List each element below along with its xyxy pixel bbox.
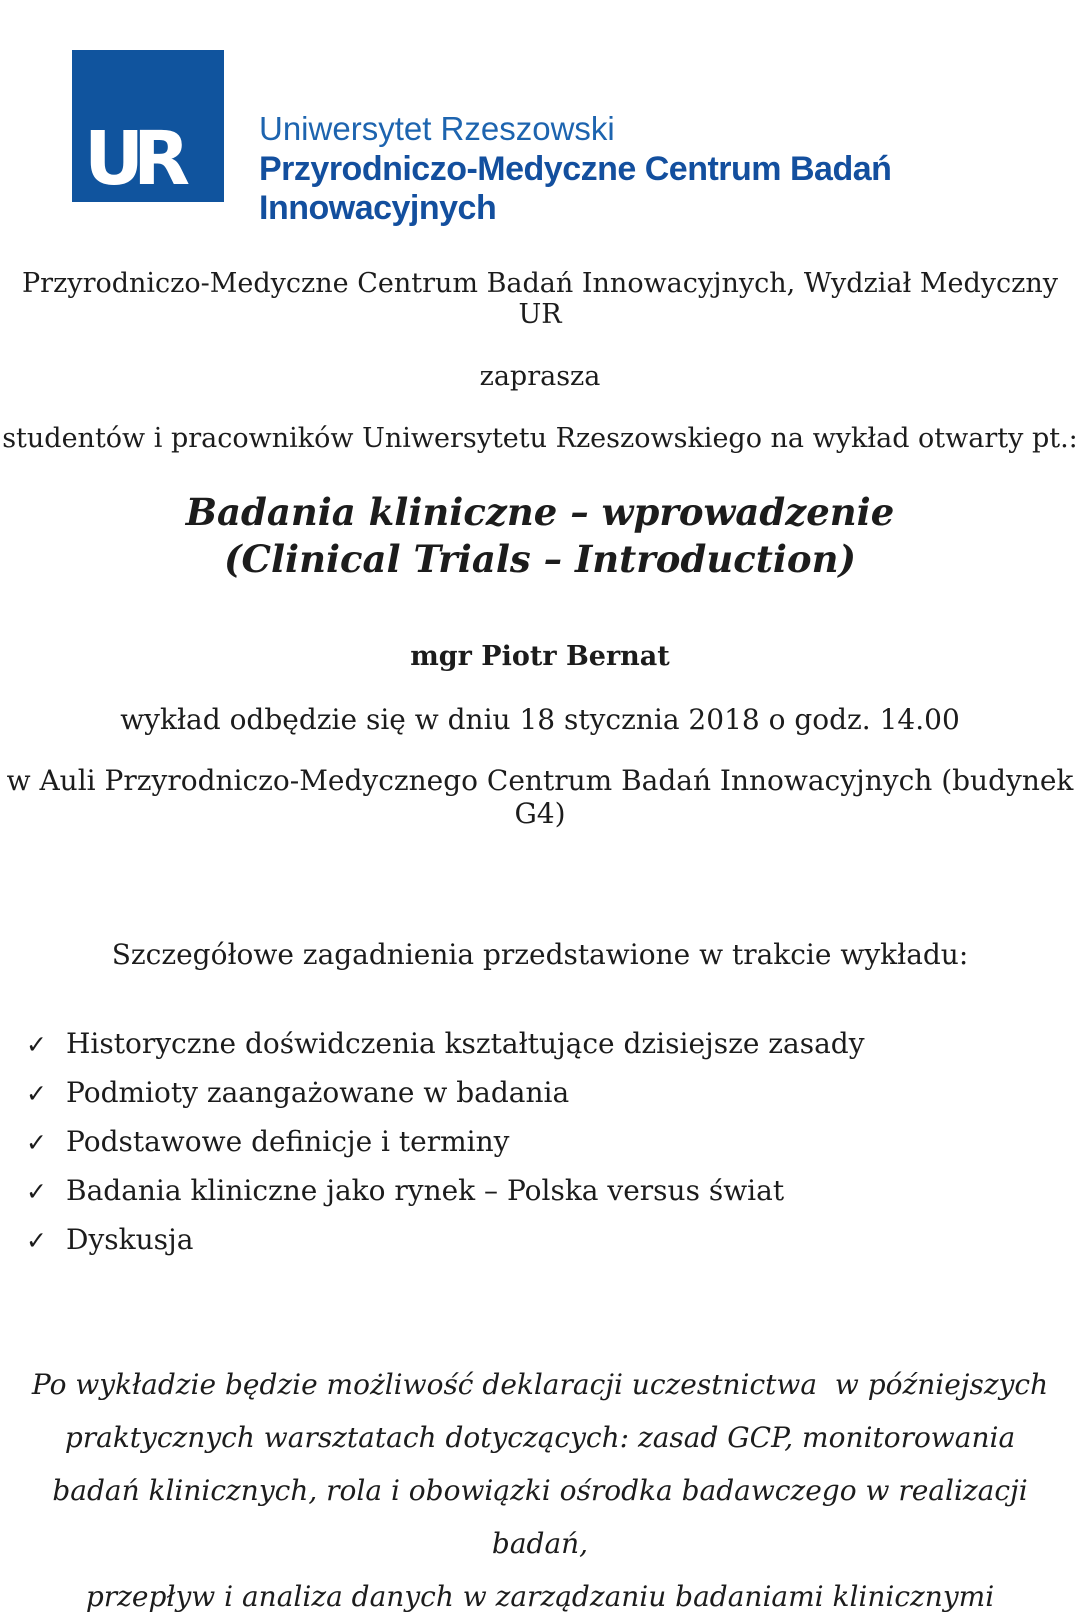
- list-item-label: Historyczne doświdczenia kształtujące dzisiejsze zasady: [66, 1027, 865, 1061]
- checkmark-icon: ✓: [26, 1177, 47, 1207]
- note-line: praktycznych warsztatach dotyczących: zasad GCP, monitorowania: [64, 1421, 1016, 1455]
- list-item: [26, 1125, 1040, 1160]
- list-item: [26, 1076, 1040, 1111]
- speaker-name: mgr Piotr Bernat: [410, 641, 670, 673]
- agenda-heading: Szczegółowe zagadnienia przedstawione w trakcie wykładu:: [111, 938, 969, 972]
- checkmark-icon: ✓: [26, 1226, 47, 1256]
- university-logo: [72, 50, 224, 202]
- intro-organizer-line: Przyrodniczo-Medyczne Centrum Badań Innowacyjnych, Wydział Medyczny UR: [22, 268, 1058, 331]
- checkmark-icon: ✓: [26, 1030, 47, 1060]
- list-item: [26, 1223, 1040, 1258]
- intro-invites-line: zaprasza: [479, 361, 601, 393]
- university-name-block: [259, 110, 1040, 228]
- workshops-note: [0, 1358, 1080, 1623]
- university-header: [0, 0, 1080, 228]
- lecture-datetime: wykład odbędzie się w dniu 18 stycznia 2018 o godz. 14.00: [120, 703, 960, 737]
- intro-audience-line: studentów i pracowników Uniwersytetu Rzeszowskiego na wykład otwarty pt.:: [2, 423, 1078, 455]
- list-item-label: Podmioty zaangażowane w badania: [66, 1076, 570, 1110]
- ur-monogram-icon: UR: [84, 116, 180, 202]
- list-item: [26, 1174, 1040, 1209]
- lecture-title-polish: Badania kliniczne – wprowadzenie: [185, 490, 895, 535]
- lecture-title: [0, 489, 1080, 583]
- note-line: Po wykładzie będzie możliwość deklaracji uczestnictwa w późniejszych: [31, 1368, 1049, 1402]
- note-line: badań klinicznych, rola i obowiązki ośrodka badawczego w realizacji badań,: [52, 1474, 1037, 1561]
- list-item-label: Badania kliniczne jako rynek – Polska versus świat: [66, 1174, 785, 1208]
- center-name: Przyrodniczo-Medyczne Centrum Badań Innowacyjnych: [259, 149, 892, 228]
- checkmark-icon: ✓: [26, 1079, 47, 1109]
- list-item-label: Dyskusja: [66, 1223, 194, 1257]
- checkmark-icon: ✓: [26, 1128, 47, 1158]
- agenda-list: [26, 1027, 1040, 1258]
- list-item: [26, 1027, 1040, 1062]
- university-name: Uniwersytet Rzeszowski: [259, 110, 615, 147]
- list-item-label: Podstawowe definicje i terminy: [66, 1125, 510, 1159]
- lecture-venue: w Auli Przyrodniczo-Medycznego Centrum Badań Innowacyjnych (budynek G4): [6, 764, 1074, 831]
- note-line: przepływ i analiza danych w zarządzaniu badaniami klinicznymi: [85, 1580, 995, 1614]
- lecture-title-english: (Clinical Trials – Introduction): [224, 537, 856, 582]
